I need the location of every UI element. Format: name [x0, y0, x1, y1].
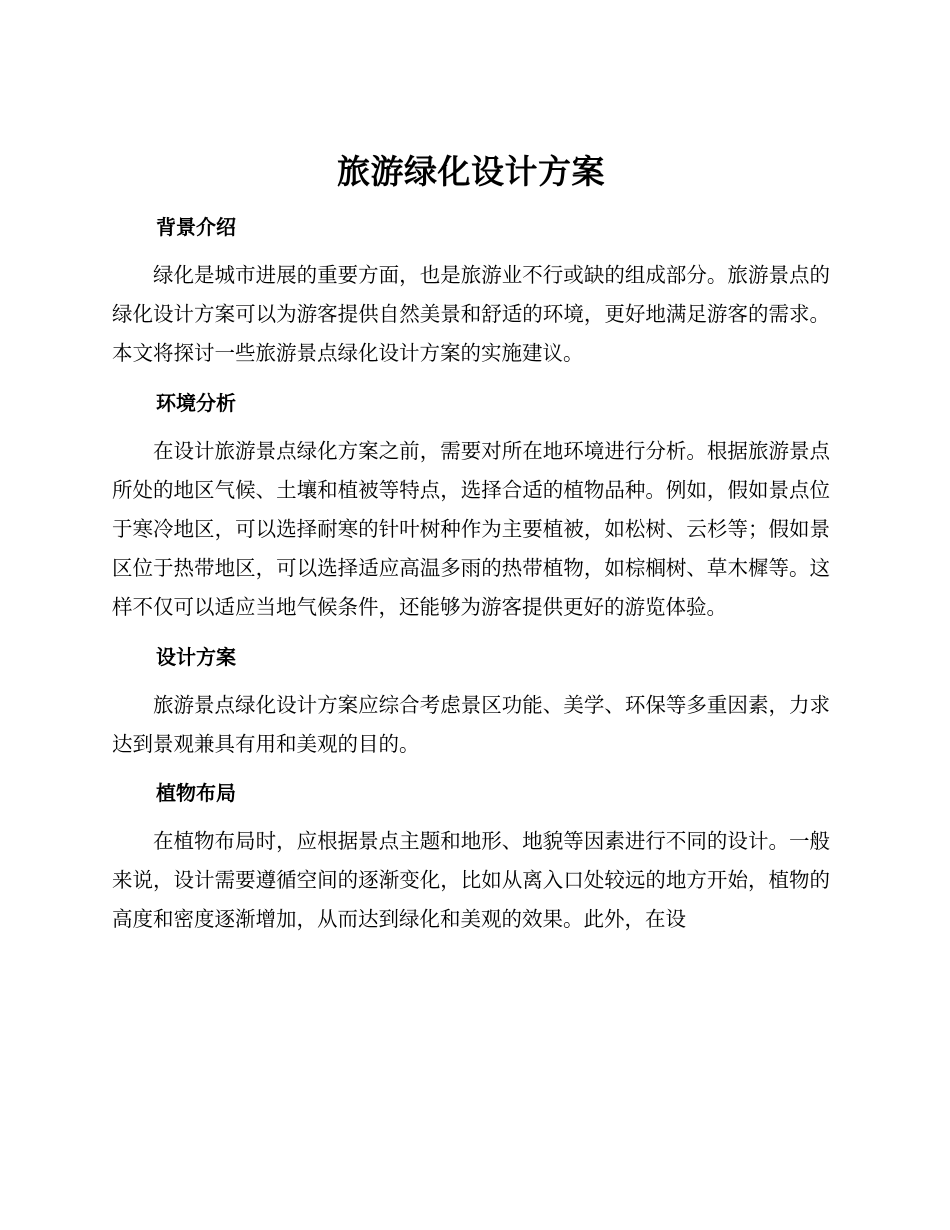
document-title: 旅游绿化设计方案 — [337, 152, 605, 191]
section-paragraph: 旅游景点绿化设计方案应综合考虑景区功能、美学、环保等多重因素，力求达到景观兼具有用和美观的目的。 — [112, 692, 830, 756]
section-plant-layout — [112, 778, 830, 940]
section-environment-analysis — [112, 388, 830, 628]
document-page — [112, 148, 830, 954]
section-paragraph: 在植物布局时，应根据景点主题和地形、地貌等因素进行不同的设计。一般来说，设计需要遵循空间的逐渐变化，比如从离入口处较远的地方开始，植物的高度和密度逐渐增加，从而达到绿化和美观的效果。此外，在设 — [112, 829, 830, 932]
section-heading: 环境分析 — [156, 390, 236, 415]
section-paragraph: 绿化是城市进展的重要方面，也是旅游业不行或缺的组成部分。旅游景点的绿化设计方案可以为游客提供自然美景和舒适的环境，更好地满足游客的需求。本文将探讨一些旅游景点绿化设计方案的实施建议。 — [112, 263, 830, 366]
section-heading: 植物布局 — [156, 781, 236, 806]
section-heading: 背景介绍 — [156, 215, 236, 239]
section-design-plan — [112, 642, 830, 764]
section-paragraph: 在设计旅游景点绿化方案之前，需要对所在地环境进行分析。根据旅游景点所处的地区气候、土壤和植被等特点，选择合适的植物品种。例如，假如景点位于寒冷地区，可以选择耐寒的针叶树种作为主要植被，如松树、云杉等；假如景区位于热带地区，可以选择适应高温多雨的热带植物，如棕榈树、草木樨等。这样不仅可以适应当地气候条件，还能够为游客提供更好的游览体验。 — [112, 438, 830, 620]
section-heading: 设计方案 — [156, 644, 236, 669]
section-background — [112, 212, 830, 374]
